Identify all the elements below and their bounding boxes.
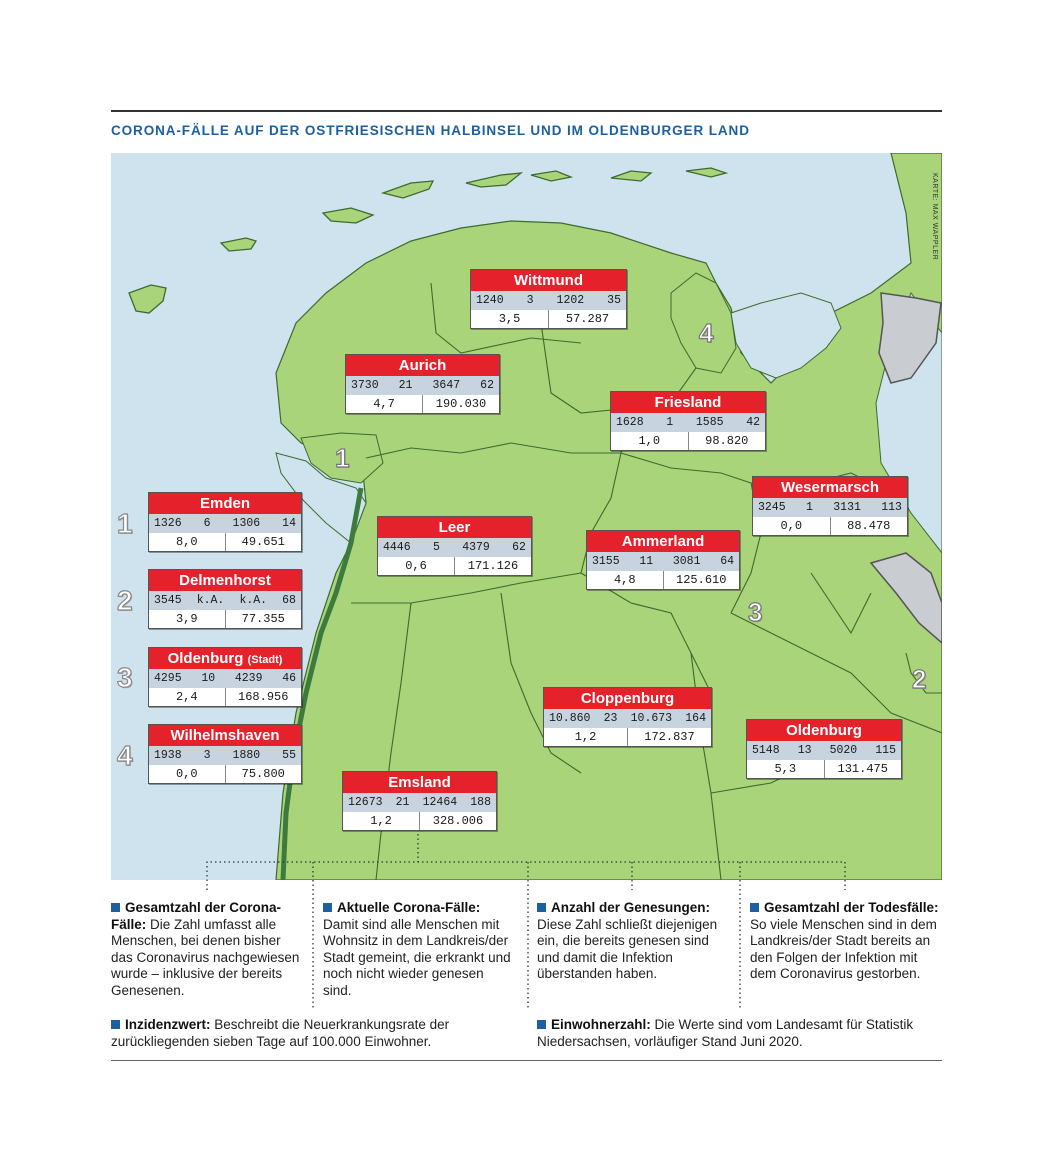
- population: 328.006: [419, 812, 496, 830]
- incidence: 8,0: [175, 535, 198, 549]
- page-title: CORONA-FÄLLE AUF DER OSTFRIESISCHEN HALBINSEL UND IM OLDENBURGER LAND: [111, 123, 750, 138]
- deaths: 188: [470, 796, 491, 809]
- legend-active: [323, 900, 515, 999]
- active-cases: 21: [395, 796, 410, 809]
- legend-total: [111, 900, 306, 999]
- incidence: 3,5: [498, 312, 521, 326]
- district-name: Friesland: [611, 392, 765, 413]
- deaths: 42: [746, 416, 760, 429]
- district-name: Ammerland: [587, 531, 739, 552]
- deaths: 64: [720, 555, 734, 568]
- active-cases: 5: [432, 541, 440, 554]
- legend-bullet-icon: [111, 1020, 120, 1029]
- total-cases: 3545: [154, 594, 182, 607]
- total-cases: 10.860: [549, 712, 591, 725]
- recovered: 5020: [829, 744, 858, 757]
- legend-text: Damit sind alle Menschen mit Wohnsitz in dem Landkreis/der Stadt gemeint, die erkrankt und noch nicht wieder genesen sind.: [323, 916, 511, 998]
- active-cases: 6: [203, 517, 211, 530]
- incidence: 2,4: [175, 690, 198, 704]
- city-name: Oldenburg: [167, 650, 244, 667]
- total-cases: 3155: [592, 555, 620, 568]
- recovered: 3081: [672, 555, 701, 568]
- legend-text: Beschreibt die Neuerkrankungsrate der zurückliegenden sieben Tage auf 100.000 Einwohner.: [111, 1017, 450, 1049]
- active-cases: 3: [203, 749, 211, 762]
- active-cases: k.A.: [196, 594, 225, 607]
- district-name: Wittmund: [471, 270, 626, 291]
- map-marker-3: 3: [748, 597, 763, 627]
- incidence: 1,2: [370, 814, 392, 828]
- map-marker-1: 1: [335, 443, 350, 473]
- recovered: 12464: [422, 796, 458, 809]
- legend-bullet-icon: [323, 903, 332, 912]
- legend-bullet-icon: [750, 903, 759, 912]
- recovered: 1202: [556, 294, 585, 307]
- recovered: 4379: [462, 541, 490, 554]
- legend-recovered: [537, 900, 729, 983]
- incidence: 1,0: [638, 434, 661, 448]
- city-name: Delmenhorst: [149, 570, 301, 591]
- recovered: 1306: [232, 517, 261, 530]
- active-cases: 11: [639, 555, 654, 568]
- recovered: 3131: [833, 501, 861, 514]
- deaths: 35: [607, 294, 621, 307]
- total-cases: 4446: [383, 541, 411, 554]
- city-number-3: 3: [117, 662, 133, 693]
- deaths: 113: [881, 501, 902, 514]
- deaths: 62: [512, 541, 526, 554]
- incidence: 3,9: [175, 612, 198, 626]
- total-cases: 1628: [616, 416, 644, 429]
- population: 190.030: [422, 395, 499, 413]
- legend-term: Einwohnerzahl:: [551, 1017, 651, 1032]
- legend-bullet-icon: [111, 903, 120, 912]
- population: 49.651: [225, 533, 302, 551]
- legend-text: Die Werte sind vom Landesamt für Statistik Niedersachsen, vorläufiger Stand Juni 2020.: [537, 1017, 914, 1049]
- city-number-1: 1: [117, 508, 133, 539]
- city-number-2: 2: [117, 585, 133, 616]
- recovered: 3647: [432, 379, 461, 392]
- map-marker-2: 2: [912, 664, 927, 694]
- district-name: Aurich: [346, 355, 499, 376]
- total-cases: 1938: [154, 749, 182, 762]
- recovered: k.A.: [239, 594, 268, 607]
- legend-text: Diese Zahl schließt diejenigen ein, die bereits genesen sind und damit die Infektion überstanden haben.: [537, 916, 718, 981]
- incidence: 0,0: [780, 519, 803, 533]
- legend-term: Gesamtzahl der Corona-Fälle:: [111, 900, 282, 932]
- deaths: 62: [480, 379, 494, 392]
- population: 75.800: [225, 765, 302, 783]
- population: 98.820: [688, 432, 766, 450]
- active-cases: 13: [797, 744, 812, 757]
- city-name: Emden: [149, 493, 301, 514]
- district-name: Leer: [378, 517, 531, 538]
- incidence: 5,3: [774, 762, 797, 776]
- population: 131.475: [824, 760, 902, 778]
- incidence: 4,8: [613, 573, 636, 587]
- total-cases: 3730: [351, 379, 379, 392]
- city-number-4: 4: [117, 740, 133, 771]
- active-cases: 23: [603, 712, 618, 725]
- total-cases: 1240: [476, 294, 504, 307]
- deaths: 46: [282, 672, 296, 685]
- recovered: 1880: [232, 749, 261, 762]
- incidence: 1,2: [574, 730, 597, 744]
- population: 172.837: [627, 728, 711, 746]
- population: 57.287: [548, 310, 626, 328]
- total-cases: 4295: [154, 672, 182, 685]
- total-cases: 12673: [348, 796, 383, 809]
- district-name: Oldenburg: [747, 720, 901, 741]
- population: 168.956: [225, 688, 302, 706]
- city-suffix: (Stadt): [247, 654, 283, 666]
- legend-term: Anzahl der Genesungen:: [551, 900, 711, 915]
- deaths: 55: [282, 749, 296, 762]
- active-cases: 1: [805, 501, 813, 514]
- deaths: 14: [282, 517, 296, 530]
- deaths: 68: [282, 594, 296, 607]
- recovered: 1585: [695, 416, 724, 429]
- legend-incidence: [111, 1017, 516, 1050]
- population: 77.355: [225, 610, 302, 628]
- district-name: Wesermarsch: [753, 477, 907, 498]
- map-credit: KARTE: MAX WAPPLER: [931, 173, 938, 261]
- legend-bullet-icon: [537, 903, 546, 912]
- active-cases: 10: [201, 672, 216, 685]
- total-cases: 1326: [154, 517, 182, 530]
- active-cases: 21: [398, 379, 413, 392]
- legend-term: Aktuelle Corona-Fälle:: [337, 900, 481, 915]
- incidence: 0,0: [175, 767, 198, 781]
- bottom-rule: [111, 1060, 942, 1061]
- map-marker-4: 4: [699, 318, 714, 348]
- deaths: 164: [685, 712, 706, 725]
- incidence: 0,6: [405, 559, 427, 573]
- total-cases: 3245: [758, 501, 786, 514]
- recovered: 10.673: [630, 712, 673, 725]
- active-cases: 1: [666, 416, 674, 429]
- district-name: Cloppenburg: [544, 688, 711, 709]
- legend-text: So viele Menschen sind in dem Landkreis/der Stadt bereits an den Folgen der Infektion mit dem Coronavirus gestorben.: [750, 916, 937, 981]
- recovered: 4239: [234, 672, 263, 685]
- legend-text: Die Zahl umfasst alle Menschen, bei denen bisher das Coronavirus nachgewiesen wurde – inklusive der bereits Genesenen.: [111, 916, 300, 998]
- legend-term: Inzidenzwert:: [125, 1017, 211, 1032]
- population: 125.610: [663, 571, 740, 589]
- legend-deaths: [750, 900, 942, 983]
- legend-bullet-icon: [537, 1020, 546, 1029]
- total-cases: 5148: [752, 744, 780, 757]
- legend-term: Gesamtzahl der Todesfälle:: [764, 900, 939, 915]
- city-name: Wilhelmshaven: [149, 725, 301, 746]
- population: 88.478: [830, 517, 908, 535]
- incidence: 4,7: [373, 397, 395, 411]
- deaths: 115: [875, 744, 896, 757]
- active-cases: 3: [526, 294, 534, 307]
- district-name: Emsland: [343, 772, 496, 793]
- population: 171.126: [454, 557, 531, 575]
- legend-population: [537, 1017, 942, 1050]
